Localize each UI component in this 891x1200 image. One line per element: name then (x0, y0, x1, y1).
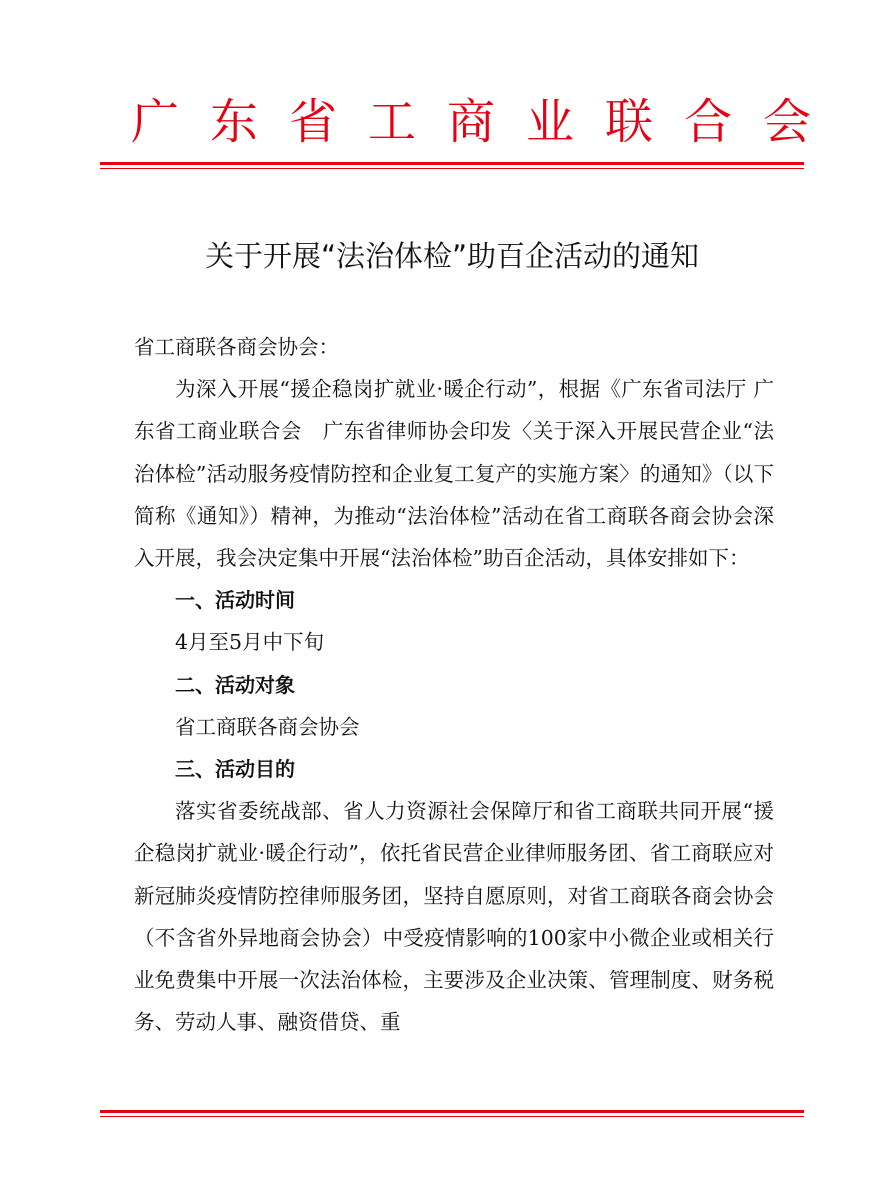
intro-paragraph: 为深入开展“援企稳岗扩就业·暖企行动”，根据《广东省司法厅 广东省工商业联合会 广东省律师协会印发〈关于深入开展民营企业“法治体检”活动服务疫情防控和企业复工复产的实施方案〉的通知》（以下简称《通知》）精神，为推动“法治体检”活动在省工商联各商会协会深入开展，我会决定集中开展“法治体检”助百企活动，具体安排如下： (134, 377, 774, 571)
section-heading-activity-target: 二、活动对象 (175, 672, 295, 697)
section-heading-activity-time: 一、活动时间 (175, 588, 295, 613)
document-title: 关于开展“法治体检”助百企活动的通知 (204, 239, 700, 273)
letterhead-divider-thin (100, 168, 804, 169)
letterhead-organization-name: 广东省工商业联合会 (131, 94, 843, 150)
section-heading-activity-purpose: 三、活动目的 (175, 757, 295, 782)
document-body (134, 326, 774, 1043)
footer-divider-thick (100, 1110, 804, 1113)
section-content-activity-target: 省工商联各商会协会 (175, 714, 360, 739)
letterhead-divider-thick (100, 162, 804, 165)
section-content-activity-time: 4月至5月中下旬 (175, 630, 325, 655)
salutation: 省工商联各商会协会： (134, 335, 339, 359)
footer-divider-thin (100, 1116, 804, 1117)
section-content-activity-purpose: 落实省委统战部、省人力资源社会保障厅和省工商联共同开展“援企稳岗扩就业·暖企行动”，依托省民营企业律师服务团、省工商联应对新冠肺炎疫情防控律师服务团，坚持自愿原则，对省工商联各商会协会（不含省外异地商会协会）中受疫情影响的100家中小微企业或相关行业免费集中开展一次法治体检，主要涉及企业决策、管理制度、财务税务、劳动人事、融资借贷、重 (134, 799, 774, 1035)
